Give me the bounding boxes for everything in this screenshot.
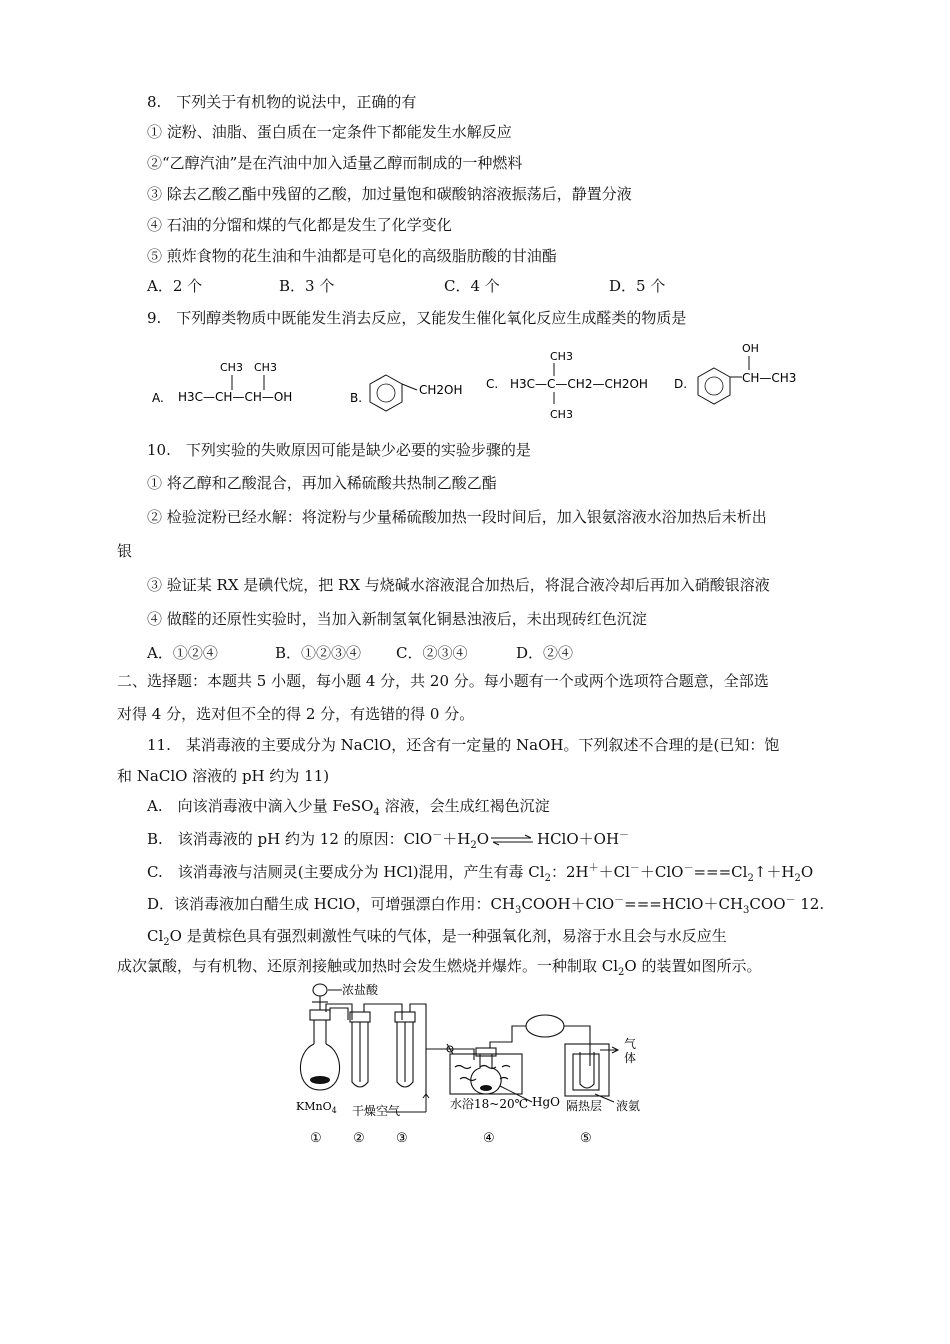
label-num-1: ① xyxy=(310,1131,322,1146)
q10-option-c: C．②③④ xyxy=(396,644,468,662)
q12-line2: 成次氯酸，与有机物、还原剂接触或加热时会发生燃烧并爆炸。一种制取 $Cl_2O$ 的装置如图所示。 xyxy=(117,957,762,978)
reversible-arrow-icon xyxy=(491,834,535,846)
label-kmno4: KMnO$_4$ xyxy=(296,1100,337,1115)
q12-line1: $Cl_2O$ 是黄棕色具有强烈刺激性气味的气体，是一种强氧化剂，易溶于水且会与水反应生 xyxy=(147,927,727,948)
q9-stem: 9. 下列醇类物质中既能发生消去反应，又能发生催化氧化反应生成醛类的物质是 xyxy=(147,309,687,327)
q9-label-b: B. xyxy=(350,391,363,405)
label-num-5: ⑤ xyxy=(580,1131,592,1146)
q9-c-ch3-bottom: CH3 xyxy=(550,408,573,421)
q11-stem-1: 11. 某消毒液的主要成分为 NaClO，还含有一定量的 NaOH。下列叙述不合理的是(已知：饱 xyxy=(147,736,780,754)
q11-option-b: B. 该消毒液的 pH 约为 12 的原因：$ClO^-+H_2O$ HClO＋OH－ xyxy=(147,830,630,851)
q10-item-4: ④ 做醛的还原性实验时，当加入新制氢氧化铜悬浊液后，未出现砖红色沉淀 xyxy=(147,610,647,628)
label-dry-air: 干燥空气 xyxy=(352,1104,401,1118)
q11-option-d: D．该消毒液加白醋生成 HClO，可增强漂白作用：$CH_3COOH+ClO^-===HClO+CH_3COO^-$ 12. xyxy=(147,895,825,916)
hgo-solid xyxy=(480,1085,492,1091)
q10-option-d: D．②④ xyxy=(516,644,574,662)
drying-bulb xyxy=(526,1015,564,1037)
q9-c-ch3-top: CH3 xyxy=(550,350,573,363)
label-gas-2: 体 xyxy=(624,1051,637,1065)
section2-line1: 二、选择题：本题共 5 小题，每小题 4 分，共 20 分。每小题有一个或两个选项符合题意，全部选 xyxy=(117,672,769,690)
q8-options xyxy=(147,276,665,296)
label-hgo: HgO xyxy=(532,1095,560,1109)
q11-stem-2: 和 NaClO 溶液的 pH 约为 11) xyxy=(117,767,330,785)
flask1-stopper xyxy=(310,1010,330,1020)
benzene-ring-d xyxy=(698,368,730,404)
q9-structures xyxy=(140,338,840,428)
q9-label-a: A. xyxy=(152,391,164,405)
apparatus-diagram xyxy=(290,982,670,1152)
q10-options xyxy=(147,643,573,663)
q9-a-main: H3C—CH—CH—OH xyxy=(178,390,293,404)
label-water-bath: 水浴18~20℃ xyxy=(450,1097,529,1111)
q9-a-ch3-1: CH3 xyxy=(220,361,243,374)
label-insulation: 隔热层 xyxy=(566,1099,603,1113)
q10-item-2-cont: 银 xyxy=(117,542,133,560)
label-num-3: ③ xyxy=(396,1131,408,1146)
q8-item-5: ⑤ 煎炸食物的花生油和牛油都是可皂化的高级脂肪酸的甘油酯 xyxy=(147,247,557,265)
dropping-funnel xyxy=(313,984,327,996)
benzene-ring-b xyxy=(370,375,402,411)
q8-item-3: ③ 除去乙酸乙酯中残留的乙酸，加过量饱和碳酸钠溶液振荡后，静置分液 xyxy=(147,185,632,203)
q10-item-1: ① 将乙醇和乙酸混合，再加入稀硫酸共热制乙酸乙酯 xyxy=(147,474,497,492)
q8-option-b: B．3 个 xyxy=(279,277,335,295)
q9-label-c: C. xyxy=(486,377,499,391)
label-num-2: ② xyxy=(353,1131,365,1146)
section2-line2: 对得 4 分，选对但不全的得 2 分，有选错的得 0 分。 xyxy=(117,705,475,723)
q10-stem: 10. 下列实验的失败原因可能是缺少必要的实验步骤的是 xyxy=(147,441,531,459)
q8-option-c: C．4 个 xyxy=(444,277,500,295)
q10-item-2: ② 检验淀粉已经水解：将淀粉与少量稀硫酸加热一段时间后，加入银氨溶液水浴加热后未析出 xyxy=(147,508,767,526)
q8-stem: 8. 下列关于有机物的说法中，正确的有 xyxy=(147,93,417,111)
q9-label-d: D. xyxy=(674,377,688,391)
q8-item-1: ① 淀粉、油脂、蛋白质在一定条件下都能发生水解反应 xyxy=(147,123,512,141)
label-liquid-ammonia: 液氨 xyxy=(616,1099,641,1113)
q8-option-d: D．5 个 xyxy=(609,277,666,295)
q10-option-b: B．①②③④ xyxy=(275,644,362,662)
label-gas-1: 气 xyxy=(624,1037,637,1051)
q8-option-a: A．2 个 xyxy=(147,277,203,295)
label-conc-hcl: 浓盐酸 xyxy=(342,983,379,997)
q9-c-main: H3C—C—CH2—CH2OH xyxy=(510,377,648,391)
q10-item-3: ③ 验证某 RX 是碘代烷，把 RX 与烧碱水溶液混合加热后，将混合液冷却后再加入硝酸银溶液 xyxy=(147,576,770,594)
q8-item-4: ④ 石油的分馏和煤的气化都是发生了化学变化 xyxy=(147,216,452,234)
q11-option-c: C. 该消毒液与洁厕灵(主要成分为 HCl)混用，产生有毒 $Cl_2$：$2H^++Cl^-+ClO^-===Cl_2↑+H_2O$ xyxy=(147,863,814,884)
q10-option-a: A．①②④ xyxy=(147,644,218,662)
q8-item-2: ②“乙醇汽油”是在汽油中加入适量乙醇而制成的一种燃料 xyxy=(147,154,523,172)
q11-option-a: A. 向该消毒液中滴入少量 FeSO$_4$ 溶液，会生成红褐色沉淀 xyxy=(147,797,550,818)
q9-d-oh: OH xyxy=(742,342,759,355)
q9-b-group: CH2OH xyxy=(419,383,463,397)
kmno4-solid xyxy=(310,1076,330,1084)
q9-a-ch3-2: CH3 xyxy=(254,361,277,374)
label-num-4: ④ xyxy=(483,1131,495,1146)
q9-d-main: CH—CH3 xyxy=(742,371,797,385)
